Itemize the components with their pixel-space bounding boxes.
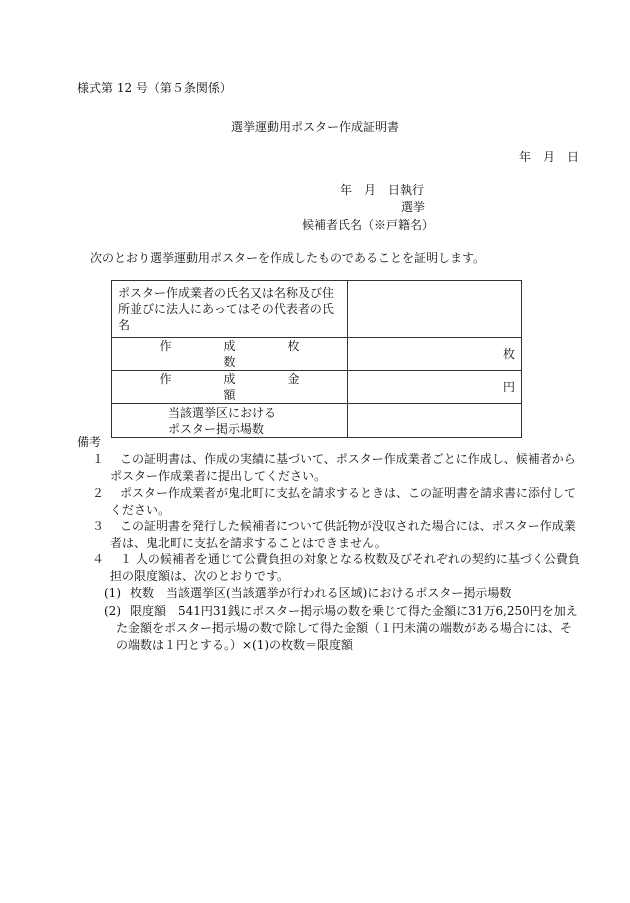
maker-name-value[interactable] [348,281,522,338]
quantity-label: 作 成 枚 数 [112,338,348,371]
poster-sites-value[interactable] [348,404,522,438]
amount-label: 作 成 金 額 [112,371,348,404]
quantity-value[interactable] [348,338,522,371]
poster-sites-label: 当該選挙区における ポスター掲示場数 [112,404,348,438]
table-row [112,281,522,338]
sub-note-2: (2) 限度額 541円31銭にポスター掲示場の数を乗じて得た金額に31万6,250円を加え た金額をポスター掲示場の数で除して得た金額（１円未満の端数がある場合には、そ の端数は１円とする。）×(1)の枚数＝限度額 [104,604,578,652]
table-row [112,404,522,438]
note-3: ３ この証明書を発行した候補者について供託物が没収された場合には、ポスター作成業 者は、鬼北町に支払を請求することはできません。 [92,519,576,550]
quantity-unit: 枚 [502,347,515,361]
issue-date: 年 月 日 [519,150,580,164]
intro-statement: 次のとおり選挙運動用ポスターを作成したものであることを証明します。 [90,251,486,265]
election-name: 選挙 [401,200,426,214]
amount-value[interactable] [348,371,522,404]
candidate-name: 候補者氏名（※戸籍名） [302,218,435,232]
sub-note-1: (1) 枚数 当該選挙区(当該選挙が行われる区域)におけるポスター掲示場数 [104,586,512,600]
certificate-table [111,280,522,438]
note-4: ４ １ 人の候補者を通じて公費負担の対象となる枚数及びそれぞれの契約に基づく公費負 担の限度額は、次のとおりです。 [92,552,580,583]
note-1: １ この証明書は、作成の実績に基づいて、ポスター作成業者ごとに作成し、候補者から ポスター作成業者に提出してください。 [92,452,576,483]
form-number: 様式第 12 号（第５条関係） [77,81,232,95]
note-2: ２ ポスター作成業者が鬼北町に支払を請求するときは、この証明書を請求書に添付して ください。 [92,486,577,517]
amount-unit: 円 [502,380,515,394]
document-title: 選挙運動用ポスター作成証明書 [230,120,399,134]
maker-name-label: ポスター作成業者の氏名又は名称及び住所並びに法人にあってはその代表者の氏名 [112,281,348,338]
remarks-heading: 備考 [77,435,102,449]
execution-date: 年 月 日執行 [340,183,425,197]
table-row [112,371,522,404]
table-row [112,338,522,371]
